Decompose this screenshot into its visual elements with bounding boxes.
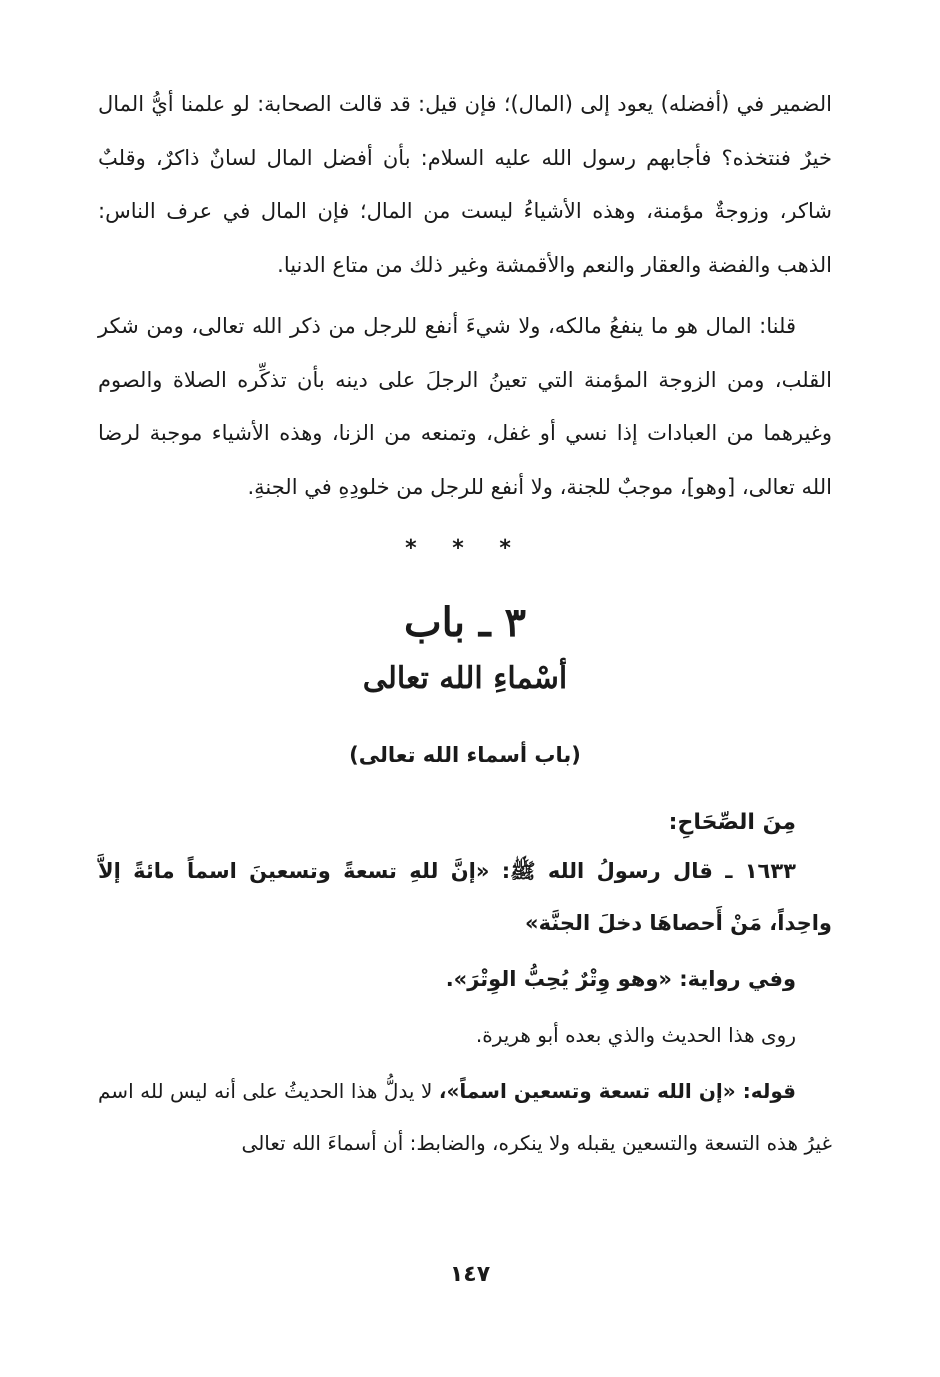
paragraph-2 bbox=[98, 300, 832, 514]
commentary-text: لا يدلُّ هذا الحديثُ على أنه ليس لله اسم غيرُ هذه التسعة والتسعين يقبله ولا ينكره، والضابط: أن أسماءَ الله تعالى bbox=[98, 1079, 832, 1155]
section-separator: * * * bbox=[405, 536, 525, 561]
paragraph-2-text: قلنا: المال هو ما ينفعُ مالكه، ولا شيءَ أنفع للرجل من ذكر الله تعالى، ومن شكر القلب، ومن الزوجة المؤمنة التي تعينُ الرجلَ على دينه بأن تذكِّره الصلاة والصوم وغيرهما من العبادات إذا نسي أو غفل، وتمنعه من الزنا، وهذه الأشياء موجبة لرضا الله تعالى، [وهو]، موجبٌ للجنة، ولا أنفع للرجل من خلودِهِ في الجنةِ. bbox=[98, 314, 832, 499]
narration-line: روى هذا الحديث والذي بعده أبو هريرة. bbox=[475, 1023, 796, 1047]
commentary-lead: قوله: «إن الله تسعة وتسعين اسماً»، bbox=[438, 1079, 797, 1103]
hadith-text: ـ قال رسولُ الله ﷺ: «إنَّ للهِ تسعةً وتسعينَ اسماً مائةً إلاَّ واحِداً، مَنْ أَحصاهَا دخلَ الجنَّة» bbox=[98, 859, 832, 935]
chapter-title: أسْماءِ الله تعالى bbox=[362, 661, 568, 696]
section-label: مِنَ الصِّحَاحِ: bbox=[668, 810, 796, 835]
page-body bbox=[98, 78, 832, 1189]
page-number: ١٤٧ bbox=[449, 1262, 491, 1287]
hadith-1633 bbox=[98, 845, 832, 949]
sub-heading: (باب أسماء الله تعالى) bbox=[349, 743, 581, 767]
chapter-number: ٣ ـ باب bbox=[403, 599, 527, 646]
commentary bbox=[98, 1065, 832, 1169]
paragraph-1: الضمير في (أفضله) يعود إلى (المال)؛ فإن قيل: قد قالت الصحابة: لو علمنا أيُّ المال خيرٌ فنتخذه؟ فأجابهم رسول الله عليه السلام: بأن أفضل المال لسانٌ ذاكرٌ، وقلبٌ شاكر، وزوجةٌ مؤمنة، وهذه الأشياءُ ليست من المال؛ فإن المال في عرف الناس: الذهب والفضة والعقار والنعم والأقمشة وغير ذلك من متاع الدنيا. bbox=[98, 92, 832, 277]
rivaya-line: وفي رواية: «وهو وِتْرٌ يُحِبُّ الوِتْرَ». bbox=[445, 967, 796, 991]
hadith-number: ١٦٣٣ bbox=[744, 859, 796, 883]
